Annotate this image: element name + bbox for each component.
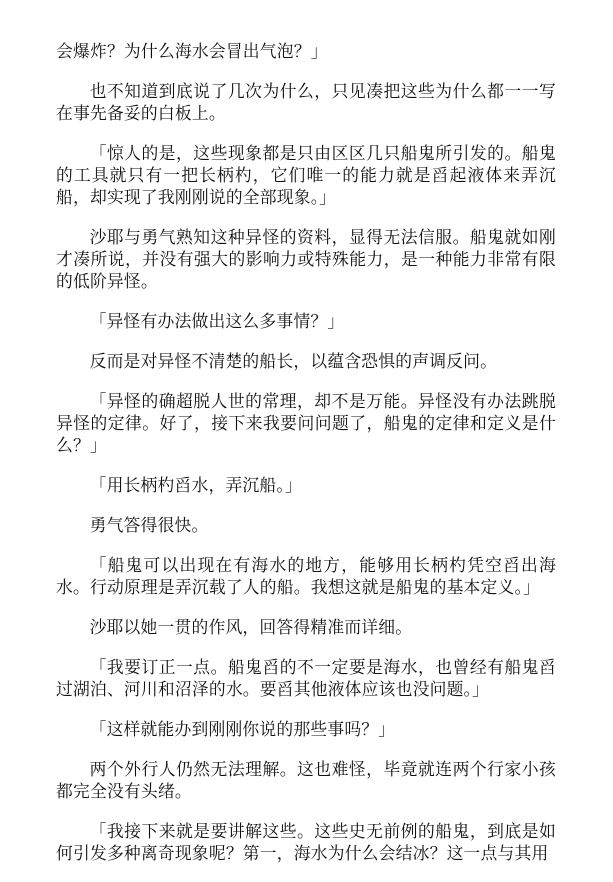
paragraph: 「用长柄杓舀水，弄沉船。」 [89, 475, 302, 495]
paragraph: 也不知道到底说了几次为什么，只见凑把这些为什么都一一写在事先备妥的白板上。 [56, 81, 556, 123]
paragraph: 「惊人的是，这些现象都是只由区区几只船鬼所引发的。船鬼的工具就只有一把长柄杓，它们唯一的能力就是舀起液体来弄沉船，却实现了我刚刚说的全部现象。」 [56, 143, 556, 207]
paragraph: 「我接下来就是要讲解这些。这些史无前例的船鬼，到底是如何引发多种离奇现象呢？第一，海水为什么会结冰？这一点与其用 [56, 821, 556, 863]
paragraph: 反而是对异怪不清楚的船长，以蕴含恐惧的声调反问。 [89, 351, 498, 371]
paragraph: 「我要订正一点。船鬼舀的不一定要是海水，也曾经有船鬼舀过湖泊、河川和沼泽的水。要舀其他液体应该也没问题。」 [56, 657, 556, 699]
paragraph: 「异怪有办法做出这么多事情？」 [89, 311, 345, 331]
paragraph: 勇气答得很快。 [89, 515, 209, 535]
paragraph: 沙耶与勇气熟知这种异怪的资料，显得无法信服。船鬼就如刚才凑所说，并没有强大的影响力或特殊能力，是一种能力非常有限的低阶异怪。 [56, 227, 556, 291]
paragraph: 「这样就能办到刚刚你说的那些事吗？」 [89, 719, 396, 739]
paragraph: 会爆炸？为什么海水会冒出气泡？」 [56, 41, 328, 61]
paragraph: 沙耶以她一贯的作风，回答得精准而详细。 [89, 617, 413, 637]
page-text [56, 40, 556, 882]
paragraph: 两个外行人仍然无法理解。这也难怪，毕竟就连两个行家小孩都完全没有头绪。 [56, 759, 556, 801]
paragraph: 「异怪的确超脱人世的常理，却不是万能。异怪没有办法跳脱异怪的定律。好了，接下来我要问问题了，船鬼的定律和定义是什么？」 [56, 391, 556, 455]
paragraph: 「船鬼可以出现在有海水的地方，能够用长柄杓凭空舀出海水。行动原理是弄沉载了人的船。我想这就是船鬼的基本定义。」 [56, 555, 556, 597]
